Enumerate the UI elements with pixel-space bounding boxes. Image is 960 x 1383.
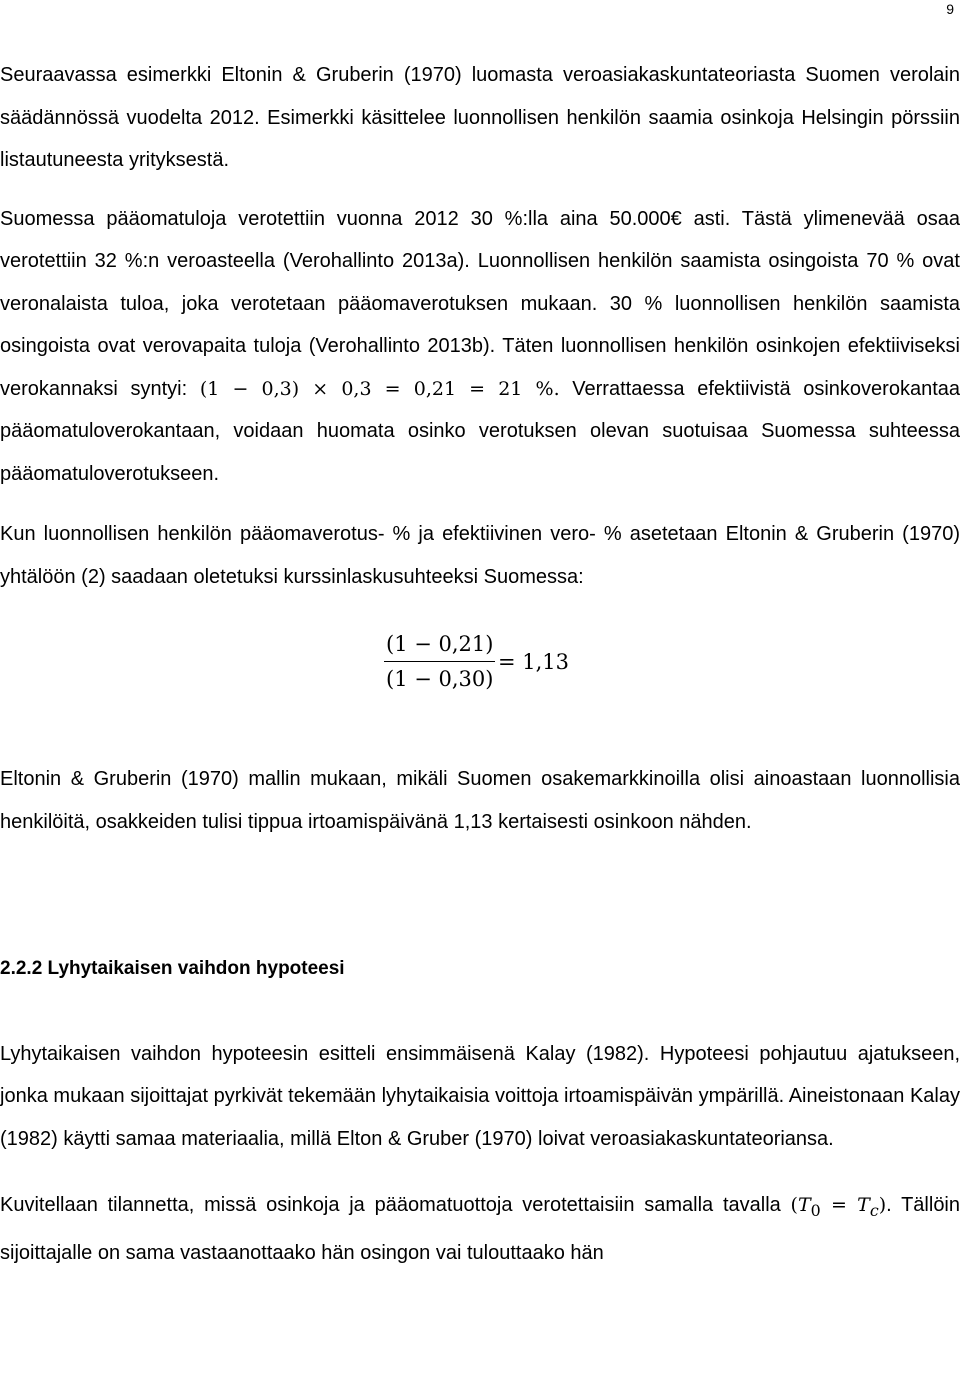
formula-open-paren: ( — [790, 1194, 798, 1216]
capital-gains-tax-subscript: c — [869, 1200, 879, 1220]
paragraph-intro: Seuraavassa esimerkki Eltonin & Gruberin (1970) luomasta veroasiakaskuntateoriasta Suomen verolain säädännössä vuodelta 2012. Esimerkki käsittelee luonnollisen henkilön saamia osinkoja Helsingin pörssiin listautuneesta yrityksestä. — [0, 64, 960, 171]
paragraph-tax-rates-text-a: Suomessa pääomatuloja verotettiin vuonna 2012 30 %:lla aina 50.000€ asti. Tästä ylimenevää osaa verotettiin 32 %:n veroasteella (Verohallinto 2013a). Luonnollisen henkilön saamista osingoista 70 % ovat veronalaista tuloa, joka verotetaan pääomaverotuksen mukaan. 30 % luonnollisen henkilön saamista osingoista ovat verovapaita tuloja (Verohallinto 2013b). Täten luonnollisen henkilön osinkojen efektiiviseksi verokannaksi syntyi: — [0, 207, 960, 400]
formula-equals: = — [820, 1194, 858, 1216]
equation-numerator: (1 − 0,21) — [386, 632, 494, 656]
paragraph-tax-rates — [0, 198, 960, 496]
page-content — [0, 54, 960, 1275]
section-heading: 2.2.2 Lyhytaikaisen vaihdon hypoteesi — [0, 958, 345, 979]
paragraph-tax-rates-text-b: Verrattaessa efektiivistä osinkoverokantaa pääomatuloverokantaan, voidaan huomata osinko verotuksen olevan suotuisaa Suomessa suhteessa pääomatuloverotukseen. — [0, 377, 960, 485]
equal-tax-formula — [790, 1194, 887, 1220]
paragraph-short-term-hypothesis: Lyhytaikaisen vaihdon hypoteesin esitteli ensimmäisenä Kalay (1982). Hypoteesi pohjautuu ajatukseen, jonka mukaan sijoittajat pyrkivät tekemään lyhytaikaisia voittoja irtoamispäivän ympärillä. Aineistonaan Kalay (1982) käytti samaa materiaalia, millä Elton & Gruber (1970) loivat veroasiakaskuntateoriansa. — [0, 1042, 960, 1150]
paragraph-model-conclusion: Eltonin & Gruberin (1970) mallin mukaan, mikäli Suomen osakemarkkinoilla olisi ainoastaan luonnollisia henkilöitä, osakkeiden tulisi tippua irtoamispäivänä 1,13 kertaisesti osinkoon nähden. — [0, 768, 960, 833]
effective-tax-formula: (1 − 0,3) × 0,3 = 0,21 = 21 %. — [199, 377, 560, 400]
formula-close-paren: ) — [878, 1194, 887, 1216]
equation-fraction — [384, 630, 495, 693]
paragraph-equal-taxation-text-a: Kuvitellaan tilannetta, missä osinkoja ja pääomatuottoja verotettaisiin samalla tavalla — [0, 1194, 791, 1216]
dividend-tax-symbol: T — [797, 1194, 811, 1216]
equation-result: = 1,13 — [498, 650, 570, 674]
dividend-tax-subscript: 0 — [810, 1200, 821, 1220]
paragraph-equal-taxation — [0, 1184, 960, 1275]
price-drop-ratio-equation — [0, 598, 960, 758]
equation-denominator: (1 − 0,30) — [386, 667, 494, 691]
paragraph-equal-taxation-text-b: . Tällöin sijoittajalle on sama vastaanottaako hän osingon vai tulouttaako hän — [0, 1194, 960, 1265]
capital-gains-tax-symbol: T — [857, 1194, 870, 1216]
page-number: 9 — [946, 1, 954, 17]
paragraph-equation-intro: Kun luonnollisen henkilön pääomaverotus- % ja efektiivinen vero- % asetetaan Eltonin & Gruberin (1970) yhtälöön (2) saadaan oletetuksi kurssinlaskusuhteeksi Suomessa: — [0, 523, 960, 588]
